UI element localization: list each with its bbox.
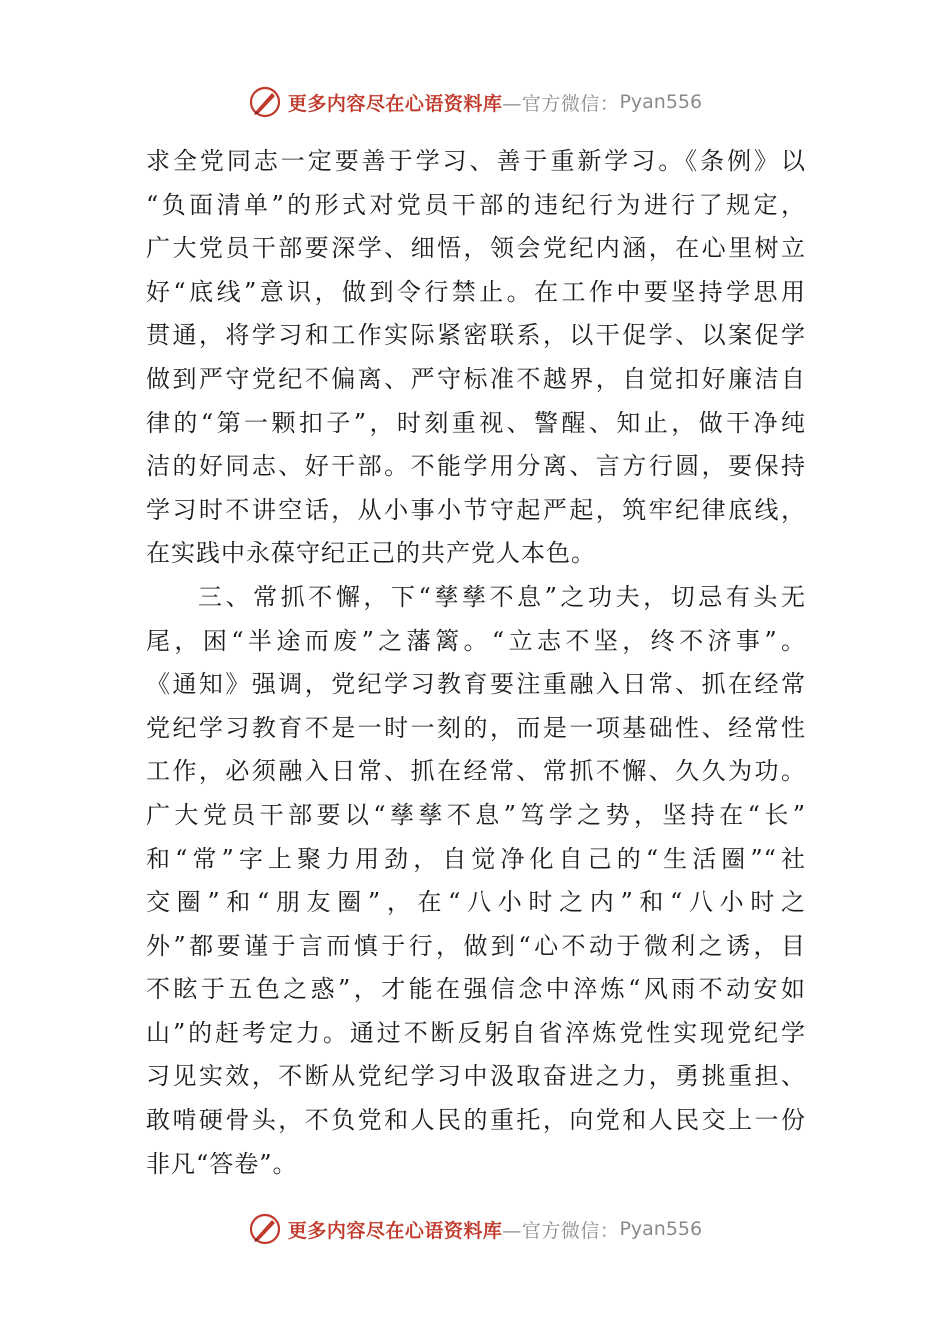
banner-wechat-id: Pyan556 bbox=[619, 91, 703, 113]
banner-title: 更多内容尽在心语资料库 bbox=[287, 92, 503, 115]
text-line: 党纪学习教育不是一时一刻的，而是一项基础性、经常性 bbox=[146, 713, 806, 742]
text-line: 广大党员干部要以“孳孳不息”笃学之势，坚持在“长” bbox=[146, 800, 806, 829]
text-line: 习见实效，不断从党纪学习中汲取奋进之力，勇挑重担、 bbox=[146, 1062, 806, 1091]
text-line: 尾，困“半途而废”之藩篱。“立志不坚，终不济事”。 bbox=[146, 626, 806, 655]
banner-separator-label: —官方微信： bbox=[502, 92, 620, 115]
banner-separator-label: —官方微信： bbox=[502, 1219, 620, 1242]
text-line: 和“常”字上聚力用劲，自觉净化自己的“生活圈”“社 bbox=[146, 844, 806, 873]
pen-logo-icon bbox=[248, 85, 282, 119]
pen-logo-icon bbox=[248, 1212, 282, 1246]
banner-title: 更多内容尽在心语资料库 bbox=[287, 1219, 503, 1242]
text-line: 求全党同志一定要善于学习、善于重新学习。《条例》以 bbox=[146, 147, 806, 175]
header-banner bbox=[0, 82, 950, 122]
footer-banner bbox=[0, 1209, 950, 1249]
text-line: “负面清单”的形式对党员干部的违纪行为进行了规定， bbox=[146, 190, 806, 219]
text-line: 不眩于五色之惑”，才能在强信念中淬炼“风雨不动安如 bbox=[146, 975, 806, 1004]
text-line: 在实践中永葆守纪正己的共产党人本色。 bbox=[146, 539, 596, 568]
text-line: 交圈”和“朋友圈”，在“八小时之内”和“八小时之 bbox=[146, 888, 806, 917]
paragraph bbox=[146, 140, 806, 576]
text-line: 《通知》强调，党纪学习教育要注重融入日常、抓在经常 bbox=[146, 670, 806, 699]
text-line: 贯通，将学习和工作实际紧密联系，以干促学、以案促学 bbox=[146, 321, 806, 350]
text-line: 广大党员干部要深学、细悟，领会党纪内涵，在心里树立 bbox=[146, 234, 806, 263]
paragraph bbox=[146, 576, 806, 1186]
text-line: 非凡“答卷”。 bbox=[146, 1149, 298, 1178]
banner-wechat-id: Pyan556 bbox=[619, 1218, 703, 1240]
text-line: 敢啃硬骨头，不负党和人民的重托，向党和人民交上一份 bbox=[146, 1106, 806, 1135]
text-line: 做到严守党纪不偏离、严守标准不越界，自觉扣好廉洁自 bbox=[146, 364, 806, 393]
text-line: 工作，必须融入日常、抓在经常、常抓不懈、久久为功。 bbox=[146, 757, 806, 786]
document-body bbox=[146, 140, 806, 1186]
text-line: 外”都要谨于言而慎于行，做到“心不动于微利之诱，目 bbox=[146, 931, 806, 960]
text-line: 律的“第一颗扣子”，时刻重视、警醒、知止，做干净纯 bbox=[146, 408, 806, 437]
text-line: 学习时不讲空话，从小事小节守起严起，筑牢纪律底线， bbox=[146, 495, 806, 524]
text-line: 洁的好同志、好干部。不能学用分离、言方行圆，要保持 bbox=[146, 452, 806, 481]
text-line: 三、常抓不懈，下“孳孳不息”之功夫，切忌有头无 bbox=[198, 582, 806, 611]
text-line: 山”的赶考定力。通过不断反躬自省淬炼党性实现党纪学 bbox=[146, 1018, 806, 1047]
text-line: 好“底线”意识，做到令行禁止。在工作中要坚持学思用 bbox=[146, 277, 806, 306]
